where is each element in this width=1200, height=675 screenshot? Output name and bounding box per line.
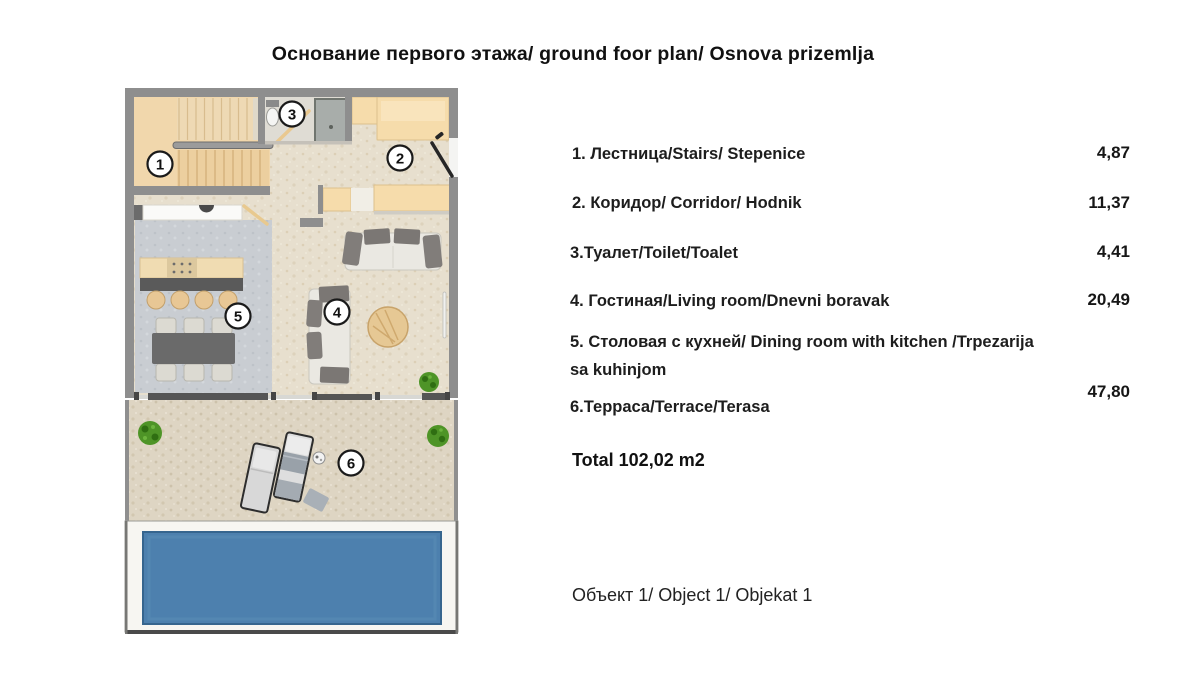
legend-item-corridor: 2. Коридор/ Corridor/ Hodnik [572,194,802,212]
room-label-3 [280,102,305,127]
legend-value-toilet: 4,41 [1096,242,1130,261]
legend-item-dining-kitchen: 5. Столовая с кухней/ Dining room with kitchen /Trpezarija sa kuhinjom [570,333,1034,379]
sofa-top [342,228,443,270]
dining-table [152,333,235,364]
legend-value-terrace: 47,80 [1087,382,1130,401]
legend-value-living-room: 20,49 [1087,290,1130,309]
legend-item-toilet: 3.Туалет/Toilet/Toalet [570,244,738,262]
side-table [313,452,325,464]
kitchen-dining-room [134,205,272,393]
bar-counter [140,258,243,291]
total-area: Total 102,02 m2 [572,450,705,470]
floor-plan [123,86,460,635]
pool [143,532,441,624]
svg-text:6: 6 [346,455,356,473]
deck-edge-right [456,521,459,634]
svg-text:2: 2 [395,150,405,168]
svg-text:5: 5 [233,308,243,326]
room-label-6 [339,451,364,476]
svg-text:1: 1 [155,156,165,174]
toilet-tank [266,100,279,107]
plant-living-room [419,372,439,392]
window-sill [443,292,446,338]
deck-edge-left [125,521,128,634]
plant-terrace-right [427,425,449,447]
svg-text:3: 3 [287,106,297,124]
legend-value-corridor: 11,37 [1088,193,1130,212]
coffee-table [368,307,408,347]
legend-item-stairs: 1. Лестница/Stairs/ Stepenice [572,145,806,163]
legend-value-stairs: 4,87 [1096,143,1130,162]
room-label-1 [148,152,173,177]
plot-bottom-edge [125,630,458,634]
object-caption: Объект 1/ Object 1/ Objekat 1 [572,585,813,605]
page-title: Основание первого этажа/ ground foor plan/ Osnova prizemlja [271,43,875,65]
legend-item-living-room: 4. Гостиная/Living room/Dnevni boravak [570,292,890,310]
room-label-2 [388,146,413,171]
legend-item-terrace: 6.Терраса/Terrace/Terasa [570,398,770,416]
room-label-4 [325,300,350,325]
kitchen-appliance [134,205,143,220]
toilet-room [265,97,347,144]
plant-terrace-left [138,421,162,445]
room-label-5 [226,304,251,329]
terrace-wall-left [125,400,129,521]
terrace-wall-right [454,400,458,521]
corridor-wardrobe [323,185,451,215]
kitchen-counter [143,205,242,220]
svg-text:4: 4 [332,304,342,322]
shower [315,99,347,142]
toilet-bowl [267,108,279,126]
